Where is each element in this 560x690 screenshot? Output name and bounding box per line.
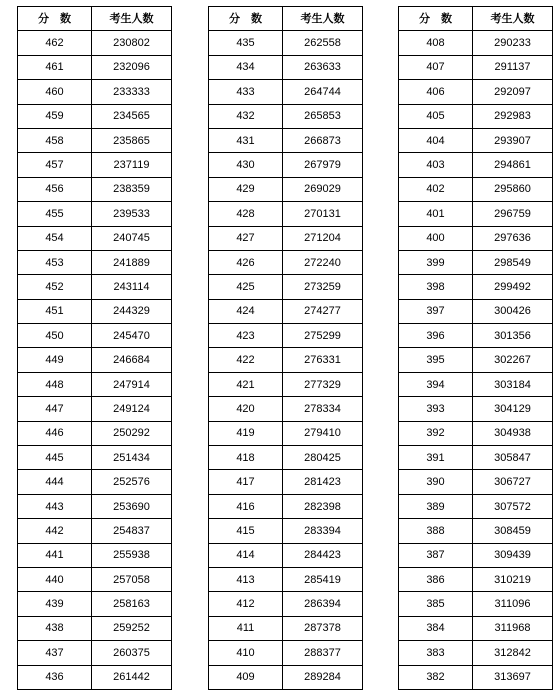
table-row [209, 641, 363, 665]
table-row [209, 202, 363, 226]
table-row [18, 153, 172, 177]
header-row [209, 7, 363, 31]
count-cell: 235865 [92, 128, 172, 152]
count-cell: 303184 [473, 372, 553, 396]
count-cell: 311968 [473, 616, 553, 640]
table-row [209, 543, 363, 567]
count-cell: 280425 [283, 446, 363, 470]
count-cell: 288377 [283, 641, 363, 665]
score-cell: 413 [209, 567, 283, 591]
count-cell: 240745 [92, 226, 172, 250]
score-cell: 444 [18, 470, 92, 494]
count-cell: 265853 [283, 104, 363, 128]
count-cell: 267979 [283, 153, 363, 177]
score-cell: 430 [209, 153, 283, 177]
count-cell: 253690 [92, 494, 172, 518]
score-cell: 407 [399, 55, 473, 79]
table-row [18, 177, 172, 201]
table-row [18, 250, 172, 274]
table-row [18, 55, 172, 79]
score-cell: 395 [399, 348, 473, 372]
count-cell: 233333 [92, 80, 172, 104]
count-cell: 304938 [473, 421, 553, 445]
score-cell: 424 [209, 299, 283, 323]
score-cell: 440 [18, 567, 92, 591]
table-row [399, 153, 553, 177]
count-cell: 241889 [92, 250, 172, 274]
score-cell: 396 [399, 324, 473, 348]
score-cell: 432 [209, 104, 283, 128]
table-row [399, 592, 553, 616]
table-row [18, 372, 172, 396]
count-cell: 249124 [92, 397, 172, 421]
count-cell: 261442 [92, 665, 172, 689]
count-cell: 269029 [283, 177, 363, 201]
count-cell: 306727 [473, 470, 553, 494]
score-cell: 421 [209, 372, 283, 396]
count-cell: 308459 [473, 519, 553, 543]
count-cell: 252576 [92, 470, 172, 494]
score-cell: 453 [18, 250, 92, 274]
score-cell: 428 [209, 202, 283, 226]
table-row [209, 592, 363, 616]
count-cell: 289284 [283, 665, 363, 689]
score-cell: 391 [399, 446, 473, 470]
score-cell: 446 [18, 421, 92, 445]
table-row [209, 80, 363, 104]
score-cell: 398 [399, 275, 473, 299]
count-cell: 299492 [473, 275, 553, 299]
score-table-1 [17, 6, 172, 690]
count-cell: 309439 [473, 543, 553, 567]
table-row [399, 641, 553, 665]
table-row [209, 324, 363, 348]
count-cell: 270131 [283, 202, 363, 226]
table-row [399, 299, 553, 323]
table-row [399, 397, 553, 421]
count-cell: 312842 [473, 641, 553, 665]
count-cell: 277329 [283, 372, 363, 396]
count-cell: 238359 [92, 177, 172, 201]
score-cell: 456 [18, 177, 92, 201]
score-cell: 454 [18, 226, 92, 250]
table-row [209, 665, 363, 689]
score-cell: 425 [209, 275, 283, 299]
score-cell: 392 [399, 421, 473, 445]
table-row [399, 470, 553, 494]
count-cell: 274277 [283, 299, 363, 323]
count-cell: 297636 [473, 226, 553, 250]
count-cell: 287378 [283, 616, 363, 640]
table-row [18, 543, 172, 567]
count-cell: 311096 [473, 592, 553, 616]
header-row [18, 7, 172, 31]
table-row [399, 31, 553, 55]
table-row [399, 226, 553, 250]
score-cell: 460 [18, 80, 92, 104]
score-cell: 412 [209, 592, 283, 616]
table-row [18, 446, 172, 470]
table-row [399, 567, 553, 591]
table-row [209, 446, 363, 470]
table-row [399, 446, 553, 470]
score-cell: 408 [399, 31, 473, 55]
score-cell: 400 [399, 226, 473, 250]
count-header: 考生人数 [92, 7, 172, 31]
count-cell: 272240 [283, 250, 363, 274]
count-cell: 313697 [473, 665, 553, 689]
count-cell: 230802 [92, 31, 172, 55]
score-cell: 436 [18, 665, 92, 689]
score-cell: 462 [18, 31, 92, 55]
count-cell: 279410 [283, 421, 363, 445]
score-cell: 459 [18, 104, 92, 128]
table-row [209, 567, 363, 591]
table-row [209, 275, 363, 299]
table-row [209, 397, 363, 421]
count-cell: 285419 [283, 567, 363, 591]
score-header: 分 数 [209, 7, 283, 31]
score-cell: 442 [18, 519, 92, 543]
table-row [209, 55, 363, 79]
score-cell: 405 [399, 104, 473, 128]
header-row [399, 7, 553, 31]
table-row [399, 494, 553, 518]
table-row [399, 177, 553, 201]
table-row [18, 275, 172, 299]
table-row [399, 421, 553, 445]
count-cell: 292983 [473, 104, 553, 128]
score-cell: 448 [18, 372, 92, 396]
count-cell: 259252 [92, 616, 172, 640]
count-cell: 273259 [283, 275, 363, 299]
score-cell: 409 [209, 665, 283, 689]
table-row [209, 153, 363, 177]
table-row [399, 55, 553, 79]
table-row [18, 128, 172, 152]
table-row [209, 616, 363, 640]
table-row [18, 567, 172, 591]
score-cell: 401 [399, 202, 473, 226]
table-row [18, 494, 172, 518]
count-cell: 275299 [283, 324, 363, 348]
table-row [18, 104, 172, 128]
table-row [18, 80, 172, 104]
score-cell: 433 [209, 80, 283, 104]
table-row [209, 250, 363, 274]
score-cell: 388 [399, 519, 473, 543]
score-cell: 394 [399, 372, 473, 396]
count-cell: 250292 [92, 421, 172, 445]
table-row [209, 177, 363, 201]
table-row [18, 226, 172, 250]
table-row [18, 348, 172, 372]
table-row [399, 543, 553, 567]
count-cell: 255938 [92, 543, 172, 567]
score-cell: 441 [18, 543, 92, 567]
score-cell: 393 [399, 397, 473, 421]
score-cell: 382 [399, 665, 473, 689]
count-cell: 282398 [283, 494, 363, 518]
table-row [399, 519, 553, 543]
score-cell: 417 [209, 470, 283, 494]
score-header: 分 数 [18, 7, 92, 31]
score-cell: 411 [209, 616, 283, 640]
count-cell: 244329 [92, 299, 172, 323]
score-cell: 423 [209, 324, 283, 348]
table-row [209, 372, 363, 396]
count-cell: 234565 [92, 104, 172, 128]
score-cell: 451 [18, 299, 92, 323]
count-cell: 293907 [473, 128, 553, 152]
score-cell: 435 [209, 31, 283, 55]
count-cell: 276331 [283, 348, 363, 372]
count-cell: 239533 [92, 202, 172, 226]
count-cell: 247914 [92, 372, 172, 396]
score-cell: 422 [209, 348, 283, 372]
table-row [18, 592, 172, 616]
score-cell: 403 [399, 153, 473, 177]
table-row [209, 226, 363, 250]
table-row [399, 348, 553, 372]
table-row [18, 421, 172, 445]
score-cell: 397 [399, 299, 473, 323]
score-cell: 427 [209, 226, 283, 250]
count-cell: 278334 [283, 397, 363, 421]
table-row [18, 616, 172, 640]
score-cell: 452 [18, 275, 92, 299]
count-cell: 258163 [92, 592, 172, 616]
table-row [209, 104, 363, 128]
table-row [209, 421, 363, 445]
count-cell: 262558 [283, 31, 363, 55]
score-cell: 420 [209, 397, 283, 421]
table-row [18, 31, 172, 55]
table-row [399, 128, 553, 152]
score-cell: 431 [209, 128, 283, 152]
table-row [18, 470, 172, 494]
table-row [18, 299, 172, 323]
table-row [399, 616, 553, 640]
count-header: 考生人数 [283, 7, 363, 31]
table-row [18, 641, 172, 665]
table-row [209, 31, 363, 55]
score-cell: 383 [399, 641, 473, 665]
count-cell: 245470 [92, 324, 172, 348]
score-cell: 439 [18, 592, 92, 616]
table-row [209, 519, 363, 543]
table-row [18, 324, 172, 348]
score-cell: 386 [399, 567, 473, 591]
count-cell: 251434 [92, 446, 172, 470]
count-cell: 281423 [283, 470, 363, 494]
table-row [209, 494, 363, 518]
score-cell: 387 [399, 543, 473, 567]
count-cell: 246684 [92, 348, 172, 372]
score-cell: 447 [18, 397, 92, 421]
score-cell: 450 [18, 324, 92, 348]
score-cell: 406 [399, 80, 473, 104]
score-cell: 404 [399, 128, 473, 152]
count-cell: 232096 [92, 55, 172, 79]
score-table-3 [398, 6, 553, 690]
count-cell: 295860 [473, 177, 553, 201]
score-cell: 385 [399, 592, 473, 616]
count-cell: 264744 [283, 80, 363, 104]
table-row [209, 348, 363, 372]
score-cell: 418 [209, 446, 283, 470]
score-cell: 434 [209, 55, 283, 79]
table-row [18, 665, 172, 689]
score-cell: 402 [399, 177, 473, 201]
table-row [18, 202, 172, 226]
score-cell: 419 [209, 421, 283, 445]
count-cell: 266873 [283, 128, 363, 152]
score-cell: 415 [209, 519, 283, 543]
count-cell: 237119 [92, 153, 172, 177]
table-row [399, 250, 553, 274]
table-row [399, 80, 553, 104]
count-cell: 284423 [283, 543, 363, 567]
table-row [399, 665, 553, 689]
score-table-2 [208, 6, 363, 690]
score-cell: 437 [18, 641, 92, 665]
score-cell: 390 [399, 470, 473, 494]
count-cell: 310219 [473, 567, 553, 591]
count-cell: 290233 [473, 31, 553, 55]
score-cell: 410 [209, 641, 283, 665]
table-row [399, 275, 553, 299]
count-cell: 286394 [283, 592, 363, 616]
count-header: 考生人数 [473, 7, 553, 31]
score-cell: 429 [209, 177, 283, 201]
score-cell: 416 [209, 494, 283, 518]
table-row [18, 397, 172, 421]
count-cell: 300426 [473, 299, 553, 323]
table-row [399, 324, 553, 348]
score-cell: 458 [18, 128, 92, 152]
count-cell: 302267 [473, 348, 553, 372]
count-cell: 254837 [92, 519, 172, 543]
count-cell: 298549 [473, 250, 553, 274]
table-row [209, 470, 363, 494]
count-cell: 307572 [473, 494, 553, 518]
count-cell: 296759 [473, 202, 553, 226]
score-cell: 414 [209, 543, 283, 567]
score-cell: 438 [18, 616, 92, 640]
count-cell: 304129 [473, 397, 553, 421]
score-cell: 426 [209, 250, 283, 274]
score-cell: 445 [18, 446, 92, 470]
count-cell: 271204 [283, 226, 363, 250]
count-cell: 260375 [92, 641, 172, 665]
score-cell: 389 [399, 494, 473, 518]
count-cell: 301356 [473, 324, 553, 348]
count-cell: 291137 [473, 55, 553, 79]
score-cell: 455 [18, 202, 92, 226]
count-cell: 305847 [473, 446, 553, 470]
score-header: 分 数 [399, 7, 473, 31]
score-cell: 384 [399, 616, 473, 640]
count-cell: 257058 [92, 567, 172, 591]
score-cell: 443 [18, 494, 92, 518]
count-cell: 283394 [283, 519, 363, 543]
score-cell: 457 [18, 153, 92, 177]
table-row [399, 202, 553, 226]
count-cell: 243114 [92, 275, 172, 299]
table-row [209, 299, 363, 323]
count-cell: 263633 [283, 55, 363, 79]
table-row [399, 104, 553, 128]
score-cell: 449 [18, 348, 92, 372]
table-row [399, 372, 553, 396]
score-cell: 399 [399, 250, 473, 274]
count-cell: 294861 [473, 153, 553, 177]
table-row [209, 128, 363, 152]
table-row [18, 519, 172, 543]
count-cell: 292097 [473, 80, 553, 104]
score-cell: 461 [18, 55, 92, 79]
